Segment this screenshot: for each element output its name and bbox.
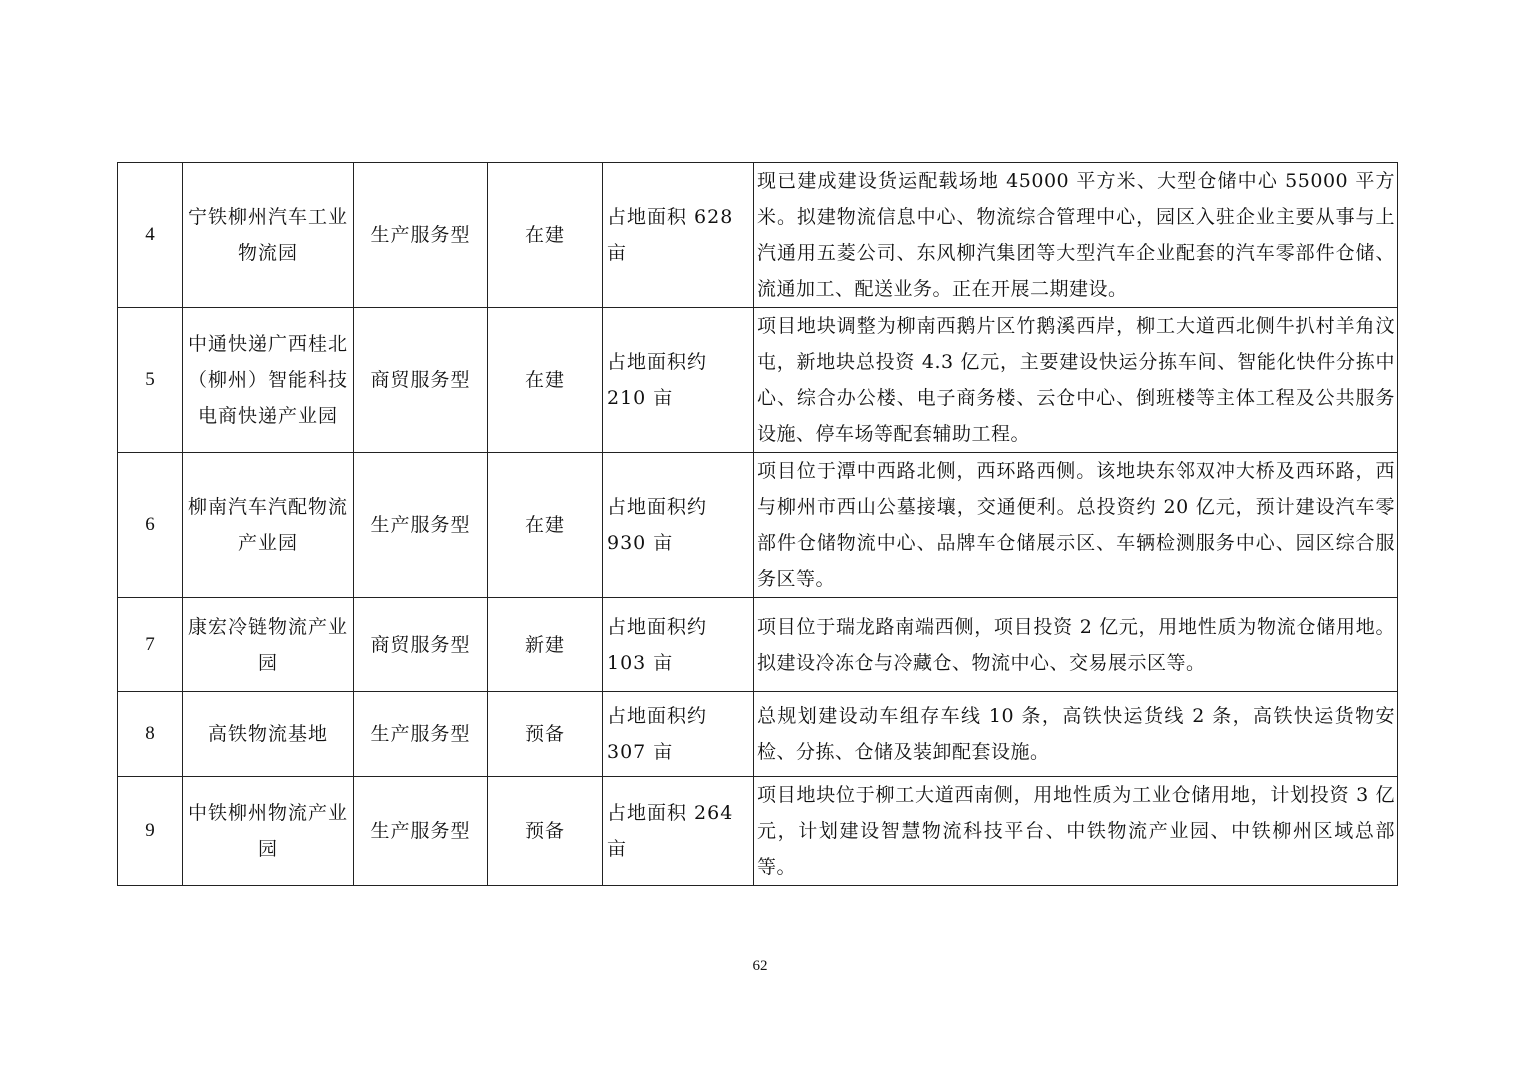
park-type: 生产服务型 — [354, 453, 488, 598]
page-number: 62 — [752, 958, 768, 974]
park-area: 占地面积 264 亩 — [603, 777, 754, 886]
park-description: 项目地块位于柳工大道西南侧，用地性质为工业仓储用地，计划投资 3 亿元，计划建设智慧物流科技平台、中铁物流产业园、中铁柳州区域总部等。 — [754, 777, 1398, 886]
park-description: 项目位于潭中西路北侧，西环路西侧。该地块东邻双冲大桥及西环路，西与柳州市西山公墓接壤，交通便利。总投资约 20 亿元，预计建设汽车零部件仓储物流中心、品牌车仓储展示区、车辆检测服务中心、园区综合服务区等。 — [754, 453, 1398, 598]
park-type: 商贸服务型 — [354, 598, 488, 692]
table-row — [118, 598, 1398, 692]
park-name: 中铁柳州物流产业园 — [183, 777, 354, 886]
park-name: 康宏冷链物流产业园 — [183, 598, 354, 692]
row-number: 6 — [118, 453, 183, 598]
park-description: 项目位于瑞龙路南端西侧，项目投资 2 亿元，用地性质为物流仓储用地。拟建设冷冻仓与冷藏仓、物流中心、交易展示区等。 — [754, 598, 1398, 692]
park-status: 预备 — [488, 777, 603, 886]
park-area: 占地面积约 930 亩 — [603, 453, 754, 598]
park-status: 在建 — [488, 163, 603, 308]
park-type: 商贸服务型 — [354, 308, 488, 453]
table-row — [118, 692, 1398, 777]
park-area: 占地面积 628 亩 — [603, 163, 754, 308]
table-row — [118, 453, 1398, 598]
table-row — [118, 308, 1398, 453]
park-name: 中通快递广西桂北（柳州）智能科技电商快递产业园 — [183, 308, 354, 453]
park-status: 在建 — [488, 453, 603, 598]
row-number: 9 — [118, 777, 183, 886]
park-description: 总规划建设动车组存车线 10 条，高铁快运货线 2 条，高铁快运货物安检、分拣、仓储及装卸配套设施。 — [754, 692, 1398, 777]
row-number: 4 — [118, 163, 183, 308]
table-row — [118, 163, 1398, 308]
park-area: 占地面积约 103 亩 — [603, 598, 754, 692]
park-area: 占地面积约 307 亩 — [603, 692, 754, 777]
park-status: 预备 — [488, 692, 603, 777]
table-row — [118, 777, 1398, 886]
park-description: 现已建成建设货运配载场地 45000 平方米、大型仓储中心 55000 平方米。拟建物流信息中心、物流综合管理中心，园区入驻企业主要从事与上汽通用五菱公司、东风柳汽集团等大型汽车企业配套的汽车零部件仓储、流通加工、配送业务。正在开展二期建设。 — [754, 163, 1398, 308]
park-status: 在建 — [488, 308, 603, 453]
park-name: 高铁物流基地 — [183, 692, 354, 777]
logistics-park-table — [117, 162, 1398, 886]
park-type: 生产服务型 — [354, 777, 488, 886]
row-number: 7 — [118, 598, 183, 692]
park-description: 项目地块调整为柳南西鹅片区竹鹅溪西岸，柳工大道西北侧牛扒村羊角汶屯，新地块总投资 4.3 亿元，主要建设快运分拣车间、智能化快件分拣中心、综合办公楼、电子商务楼、云仓中心、倒班楼等主体工程及公共服务设施、停车场等配套辅助工程。 — [754, 308, 1398, 453]
park-area: 占地面积约 210 亩 — [603, 308, 754, 453]
row-number: 8 — [118, 692, 183, 777]
park-name: 柳南汽车汽配物流产业园 — [183, 453, 354, 598]
park-type: 生产服务型 — [354, 692, 488, 777]
row-number: 5 — [118, 308, 183, 453]
park-status: 新建 — [488, 598, 603, 692]
park-type: 生产服务型 — [354, 163, 488, 308]
park-name: 宁铁柳州汽车工业物流园 — [183, 163, 354, 308]
